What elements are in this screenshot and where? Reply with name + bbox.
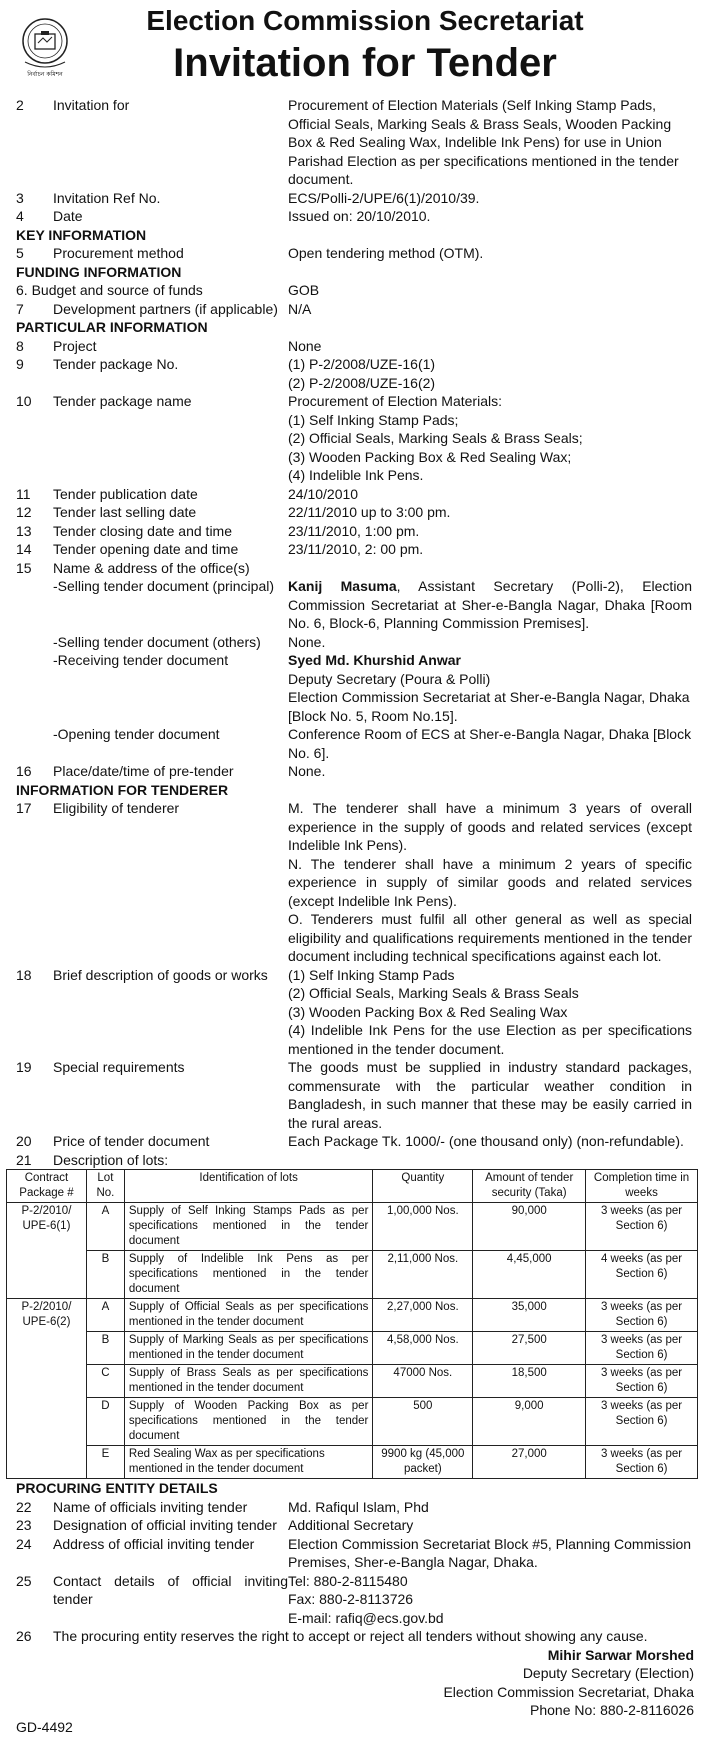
table-row: E Red Sealing Wax as per specifications mentioned in the tender document 9900 kg (45,000 packet) 27,000 3 weeks (as per Section 6) [7,1446,698,1479]
table-row: C Supply of Brass Seals as per specifications mentioned in the tender document 47000 Nos. 18,500 3 weeks (as per Section 6) [7,1365,698,1398]
section-heading-particular-information: PARTICULAR INFORMATION [16,319,208,335]
item-budget: 6. Budget and source of funds GOB [16,282,320,298]
item-tender-package-name: 10 Tender package name Procurement of Election Materials: (1) Self Inking Stamp Pads; (2) Official Seals, Marking Seals & Brass Seals; (3) Wooden Packing Box & Red Sealing Wax; (4) Indelible Ink Pens. [16,393,583,483]
header-security: Amount of tender security (Taka) [473,1170,586,1203]
header-contract-package: Contract Package # [7,1170,87,1203]
svg-text:নির্বাচন কমিশন: নির্বাচন কমিশন [27,71,63,78]
item-official-name: 22 Name of officials inviting tender Md. Rafiqul Islam, Phd [16,1498,429,1515]
item-selling-principal: -Selling tender document (principal) Kanij Masuma, Assistant Secretary (Polli-2), Election Commission Secretariat at Sher-e-Bangla Nagar, Dhaka [Room No. 6, Block-6, Planning Commission Premises]. [53,578,693,631]
item-special-requirements: 19 Special requirements The goods must be supplied in industry standard packages, commensurate with the particular weather condition in Bangladesh, in such manner that these may be easily carried in the rural areas. [16,1059,692,1131]
organization-name: Election Commission Secretariat [146,5,584,36]
signatory-office: Election Commission Secretariat, Dhaka [443,1683,694,1700]
item-reserve-right: 26 The procuring entity reserves the right to accept or reject all tenders without showing any cause. [16,1628,648,1644]
procuring-entity-section [0,1479,710,1646]
notice-header [0,0,710,96]
section-heading-procuring-entity: PROCURING ENTITY DETAILS [16,1480,218,1496]
item-selling-others: -Selling tender document (others) None. [53,633,326,650]
header-quantity: Quantity [373,1170,473,1203]
item-pre-tender: 16 Place/date/time of pre-tender None. [16,763,326,779]
item-development-partners: 7 Development partners (if applicable) N/A [16,300,312,317]
table-row: B Supply of Indelible Ink Pens as per specifications mentioned in the tender document 2,11,000 Nos. 4,45,000 4 weeks (as per Section 6) [7,1251,698,1299]
item-receiving: -Receiving tender document Syed Md. Khurshid Anwar Deputy Secretary (Poura & Polli) Election Commission Secretariat at Sher-e-Bangla Nagar, Dhaka [Block No. 5, Room No.15]. [53,652,690,724]
table-row: D Supply of Wooden Packing Box as per specifications mentioned in the tender document 500 9,000 3 weeks (as per Section 6) [7,1398,698,1446]
item-eligibility: 17 Eligibility of tenderer M. The tenderer shall have a minimum 3 years of overall experience in the supply of goods and related services (except Indelible Ink Pens). N. The tenderer shall have a minimum 2 years of specific experience in supply of similar goods and related services (except Indelible Ink Pens). O. Tenderers must fulfil all other general as well as special eligibility and qualifications requirements mentioned in the tender document including technical specifications against each lot. [16,800,692,964]
item-official-contact: 25 Contact details of official inviting tender Tel: 880-2-8115480 Fax: 880-2-8113726 E-mail: rafiq@ecs.gov.bd [16,1572,444,1626]
signature-block [0,1646,710,1720]
header-identification: Identification of lots [124,1170,373,1203]
item-goods-description: 18 Brief description of goods or works (1) Self Inking Stamp Pads (2) Official Seals, Marking Seals & Brass Seals (3) Wooden Packing Box & Red Sealing Wax (4) Indelible Ink Pens for the use Election as per specifications mentioned in the tender document. [16,966,692,1057]
signatory-phone: Phone No: 880-2-8116026 [530,1702,694,1718]
item-publication-date: 11 Tender publication date 24/10/2010 [16,485,359,502]
table-row: P-2/2010/ UPE-6(2) A Supply of Official Seals as per specifications mentioned in the tender document 2,27,000 Nos. 35,000 3 weeks (as per Section 6) [7,1299,698,1332]
item-opening-date: 14 Tender opening date and time 23/11/2010, 2: 00 pm. [16,541,424,557]
item-project: 8 Project None [16,337,322,354]
item-official-address: 24 Address of official inviting tender Election Commission Secretariat Block #5, Planning Commission Premises, Sher-e-Bangla Nagar, Dhaka. [16,1535,692,1570]
item-last-selling-date: 12 Tender last selling date 22/11/2010 up to 3:00 pm. [16,504,451,520]
section-heading-information-for-tenderer: INFORMATION FOR TENDERER [16,781,229,798]
item-price: 20 Price of tender document Each Package Tk. 1000/- (one thousand only) (non-refundable). [16,1133,684,1149]
notice-title: Invitation for Tender [173,41,557,85]
header-lot-no: Lot No. [86,1170,124,1203]
item-procurement-method: 5 Procurement method Open tendering method (OTM). [16,245,484,261]
item-date: 4 Date Issued on: 20/10/2010. [16,208,431,224]
signatory-designation: Deputy Secretary (Election) [522,1665,694,1681]
signatory-name: Mihir Sarwar Morshed [547,1646,694,1663]
item-closing-date: 13 Tender closing date and time 23/11/2010, 1:00 pm. [16,522,420,539]
item-ref-no: 3 Invitation Ref No. ECS/Polli-2/UPE/6(1)/2010/39. [16,189,480,206]
header-completion: Completion time in weeks [586,1170,698,1203]
table-row: B Supply of Marking Seals as per specifications mentioned in the tender document 4,58,000 Nos. 27,500 3 weeks (as per Section 6) [7,1332,698,1365]
lots-table [6,1169,698,1479]
table-row: P-2/2010/ UPE-6(1) A Supply of Self Inking Stamps Pads as per specifications mentioned in the tender document 1,00,000 Nos. 90,000 3 weeks (as per Section 6) [7,1203,698,1251]
item-official-designation: 23 Designation of official inviting tender Additional Secretary [16,1517,414,1533]
section-heading-funding-information: FUNDING INFORMATION [16,263,182,280]
item-tender-package-no: 9 Tender package No. (1) P-2/2008/UZE-16(1) (2) P-2/2008/UZE-16(2) [16,356,436,391]
notice-body [0,96,710,1169]
item-offices: 15 Name & address of the office(s) [16,559,250,576]
notice-code: GD-4492 [16,1718,73,1735]
item-opening-place: -Opening tender document Conference Room of ECS at Sher-e-Bangla Nagar, Dhaka [Block No. 6]. [53,726,692,761]
item-invitation-for: 2 Invitation for Procurement of Election Materials (Self Inking Stamp Pads, Official Seals, Marking Seals & Brass Seals, Wooden Packing Box & Red Sealing Wax, Indelible Ink Pens) for use in Union Parishad Election as per specifications mentioned in the tender document. [16,97,679,187]
section-heading-key-information: KEY INFORMATION [16,226,147,243]
item-lots-heading: 21 Description of lots: [16,1151,169,1168]
lots-table-header [7,1170,698,1203]
